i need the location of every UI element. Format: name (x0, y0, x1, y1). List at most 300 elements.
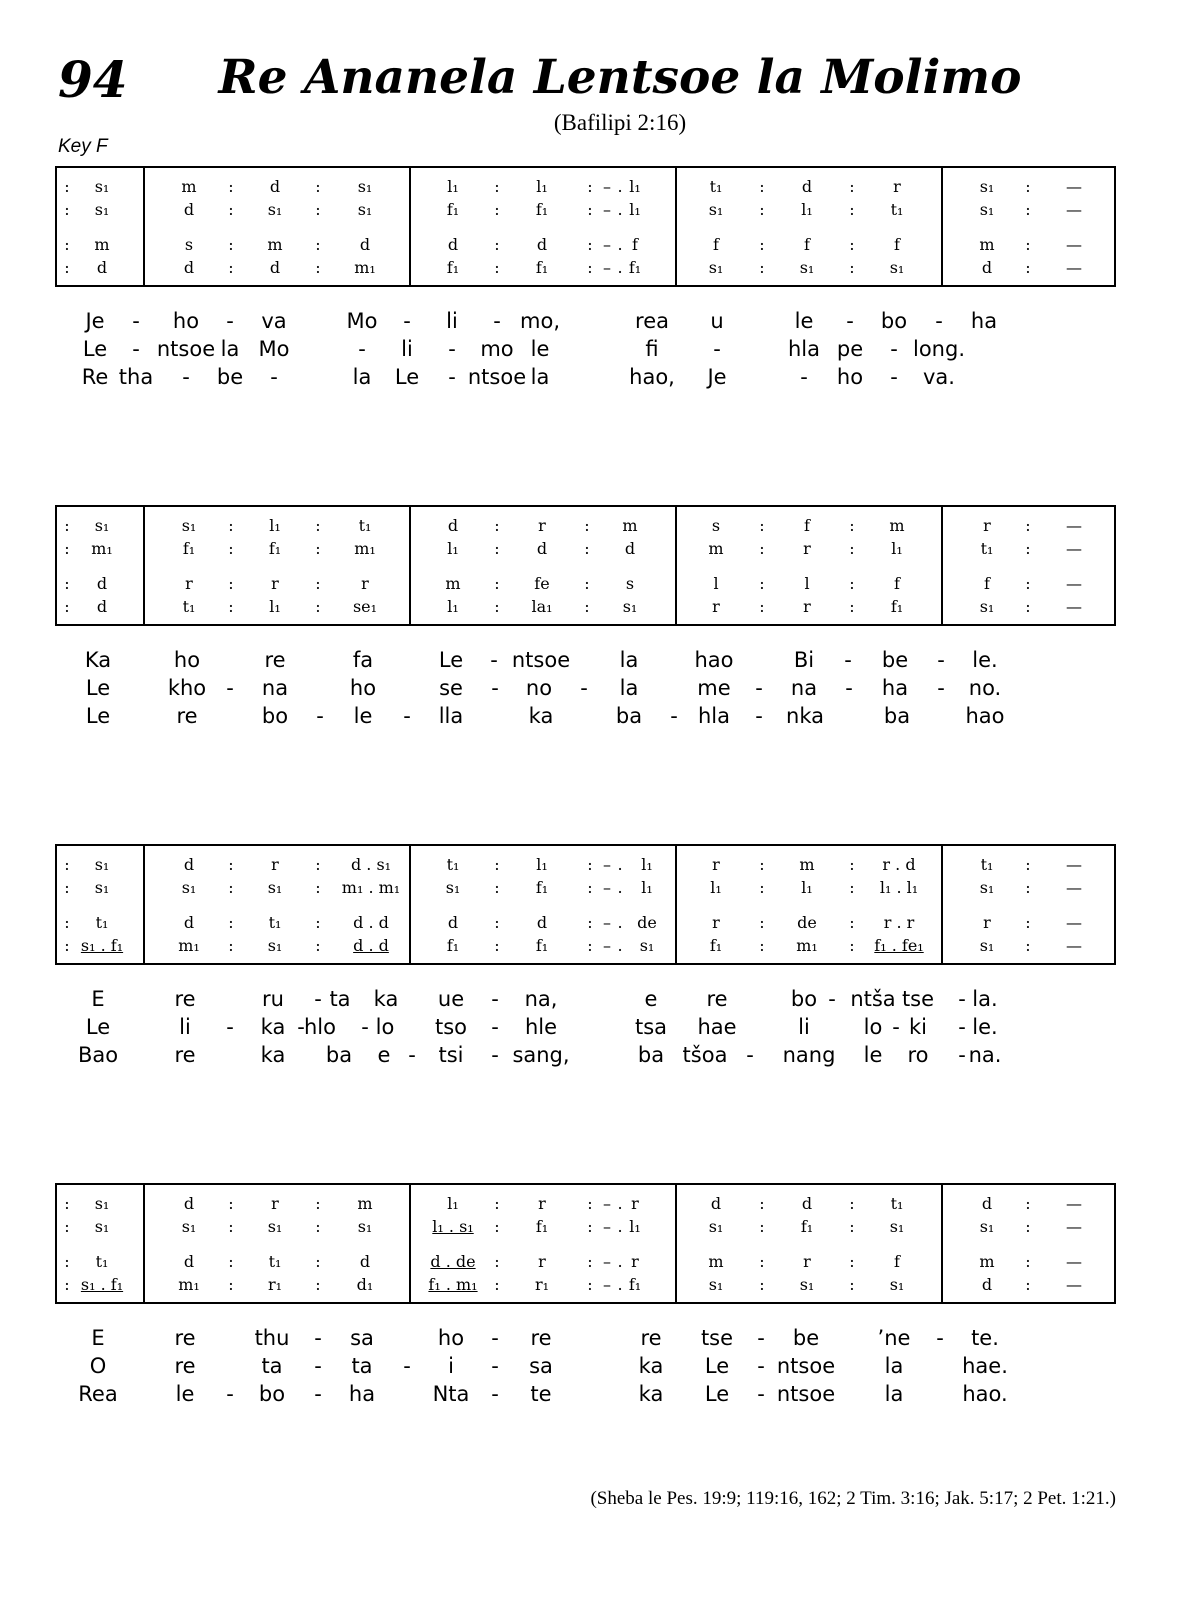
syllable-hyphen: - (845, 676, 853, 700)
solfa-note: : (228, 878, 234, 897)
syllable-hyphen: - (358, 337, 366, 361)
lyric-syllable: ro (907, 1043, 929, 1067)
solfa-note: f (713, 235, 719, 254)
lyric-syllable: la (530, 365, 550, 389)
solfa-note: : (64, 1252, 70, 1271)
solfa-note: d . d (353, 936, 389, 955)
solfa-note: — (1066, 855, 1082, 874)
lyric-syllable: be (792, 1326, 820, 1350)
syllable-hyphen: - (937, 676, 945, 700)
solfa-note: r (538, 1194, 546, 1213)
solfa-note: r (631, 1194, 639, 1213)
solfa-note: : (849, 1275, 855, 1294)
lyric-syllable: na (790, 676, 818, 700)
syllable-hyphen: - (408, 1043, 416, 1067)
solfa-note: d (536, 913, 548, 932)
solfa-note: — (1066, 235, 1082, 254)
solfa-note: : (587, 177, 593, 196)
solfa-note: f₁ (535, 1217, 549, 1236)
lyric-syllable: ’ne (877, 1326, 911, 1350)
solfa-note: : (228, 1217, 234, 1236)
solfa-note: s₁ (181, 1217, 197, 1236)
solfa-note: t₁ (268, 913, 282, 932)
solfa-note: : (64, 177, 70, 196)
solfa-note: s₁ (94, 200, 110, 219)
solfa-note: : (584, 516, 590, 535)
verse-line-3 (0, 363, 1200, 391)
solfa-note: : (64, 1194, 70, 1213)
lyric-syllable: re (174, 987, 196, 1011)
lyric-syllable: sa (529, 1354, 553, 1378)
lyric-syllable: la (619, 676, 639, 700)
syllable-hyphen: - (448, 337, 456, 361)
solfa-note: – (603, 1275, 611, 1294)
solfa-note: m (94, 235, 110, 254)
key-signature: Key F (58, 136, 108, 157)
solfa-note: : (228, 258, 234, 277)
lyric-syllable: li (446, 309, 458, 333)
solfa-note: : (849, 574, 855, 593)
solfa-note: m (889, 516, 905, 535)
lyric-syllable: ho (836, 365, 864, 389)
lyric-syllable: hao (694, 648, 734, 672)
staff-system-1 (55, 166, 1116, 287)
solfa-note: : (494, 200, 500, 219)
lyric-syllable: ka (373, 987, 399, 1011)
solfa-note: l₁ (891, 539, 903, 558)
solfa-note: t₁ (980, 539, 994, 558)
solfa-note: d (183, 1252, 195, 1271)
syllable-hyphen: - (844, 648, 852, 672)
solfa-note: r (712, 855, 720, 874)
lyric-syllable: ka (638, 1354, 664, 1378)
solfa-note: : (228, 200, 234, 219)
solfa-note: : (849, 913, 855, 932)
solfa-note: d (801, 1194, 813, 1213)
lyric-syllable: li (798, 1015, 810, 1039)
hymn-title: Re Ananela Lentsoe la Molimo (218, 50, 1022, 105)
solfa-note: . (617, 258, 623, 277)
solfa-note: m₁ (354, 258, 376, 277)
solfa-note: d (624, 539, 636, 558)
solfa-note: s₁ (708, 1275, 724, 1294)
verse-line-3 (0, 1380, 1200, 1408)
solfa-note: s₁ (445, 878, 461, 897)
solfa-note: s₁ (94, 855, 110, 874)
syllable-hyphen: - (937, 648, 945, 672)
solfa-note: t₁ (709, 177, 723, 196)
lyric-syllable: ba (637, 1043, 665, 1067)
solfa-note: — (1066, 1275, 1082, 1294)
solfa-note: : (759, 1275, 765, 1294)
solfa-note: f₁ (535, 258, 549, 277)
solfa-note: : (494, 597, 500, 616)
solfa-note: : (759, 177, 765, 196)
solfa-note: m₁ (178, 936, 200, 955)
solfa-note: : (1025, 913, 1031, 932)
solfa-note: r (712, 913, 720, 932)
solfa-note: — (1066, 913, 1082, 932)
lyric-syllable: ho (173, 648, 201, 672)
solfa-note: : (64, 936, 70, 955)
lyric-syllable: ka (260, 1043, 286, 1067)
lyric-syllable: la (352, 365, 372, 389)
solfa-note: l₁ . l₁ (879, 878, 919, 897)
solfa-note: : (315, 516, 321, 535)
solfa-note: s (711, 516, 721, 535)
solfa-note: : (1025, 855, 1031, 874)
solfa-note: : (494, 1217, 500, 1236)
lyric-syllable: E (91, 987, 105, 1011)
solfa-note: m (445, 574, 461, 593)
lyric-syllable: re (174, 1354, 196, 1378)
solfa-note: s₁ (94, 1194, 110, 1213)
lyric-syllable: tse (901, 987, 935, 1011)
solfa-note: s₁ (799, 258, 815, 277)
solfa-note: : (587, 200, 593, 219)
lyric-syllable: hao (965, 704, 1005, 728)
lyric-syllable: ntsoe (776, 1354, 836, 1378)
solfa-note: : (64, 516, 70, 535)
solfa-note: : (315, 597, 321, 616)
solfa-note: f (894, 574, 900, 593)
lyric-syllable: E (91, 1326, 105, 1350)
solfa-note: : (64, 574, 70, 593)
solfa-note: se₁ (352, 597, 378, 616)
staff-system-2 (55, 505, 1116, 626)
solfa-note: s₁ (708, 1217, 724, 1236)
lyric-syllable: hae (697, 1015, 737, 1039)
solfa-note: r (983, 913, 991, 932)
lyric-syllable: re (174, 1326, 196, 1350)
solfa-note: s₁ (622, 597, 638, 616)
solfa-note: : (1025, 539, 1031, 558)
lyric-syllable: hla (697, 704, 731, 728)
verse-line-3 (0, 702, 1200, 730)
lyric-syllable: le (794, 309, 814, 333)
syllable-hyphen: - (890, 337, 898, 361)
solfa-note: : (759, 1252, 765, 1271)
solfa-note: s (625, 574, 635, 593)
solfa-note: t₁ (358, 516, 372, 535)
solfa-note: r (538, 516, 546, 535)
solfa-note: m₁ (178, 1275, 200, 1294)
solfa-note: s₁ (889, 1217, 905, 1236)
solfa-note: d (269, 177, 281, 196)
lyric-syllable: ba (615, 704, 643, 728)
syllable-hyphen: - (226, 1015, 234, 1039)
solfa-note: : (494, 1252, 500, 1271)
verse-line-1 (0, 646, 1200, 674)
syllable-hyphen: - (936, 1326, 944, 1350)
lyric-syllable: la. (972, 987, 998, 1011)
lyric-syllable: Le (704, 1354, 730, 1378)
syllable-hyphen: - (713, 337, 721, 361)
solfa-note: : (315, 936, 321, 955)
solfa-note: f₁ . fe₁ (874, 936, 924, 955)
lyric-syllable: Ka (84, 648, 112, 672)
lyric-syllable: ka (260, 1015, 286, 1039)
solfa-note: : (849, 258, 855, 277)
solfa-note: : (228, 177, 234, 196)
solfa-note: r (361, 574, 369, 593)
solfa-note: d (183, 200, 195, 219)
solfa-note: s₁ (181, 878, 197, 897)
solfa-note: l₁ (447, 597, 459, 616)
solfa-note: : (849, 855, 855, 874)
lyric-syllable: hae. (962, 1354, 1008, 1378)
solfa-note: . (617, 936, 623, 955)
syllable-hyphen: - (757, 1354, 765, 1378)
solfa-note: s₁ (979, 177, 995, 196)
solfa-note: – (603, 1252, 611, 1271)
syllable-hyphen: - (226, 1382, 234, 1406)
solfa-note: : (494, 1275, 500, 1294)
lyric-syllable: hao, (629, 365, 675, 389)
lyric-syllable: nang (782, 1043, 836, 1067)
solfa-note: f₁ (535, 200, 549, 219)
solfa-note: : (1025, 1275, 1031, 1294)
solfa-note: : (587, 936, 593, 955)
solfa-note: : (315, 1275, 321, 1294)
lyric-syllable: tsa (634, 1015, 668, 1039)
lyric-syllable: no. (968, 676, 1002, 700)
syllable-hyphen: - (314, 1326, 322, 1350)
solfa-note: : (494, 539, 500, 558)
solfa-note: d . de (430, 1252, 476, 1271)
solfa-note: d (447, 516, 459, 535)
syllable-hyphen: - (314, 1382, 322, 1406)
solfa-note: : (1025, 1217, 1031, 1236)
lyric-syllable: va (261, 309, 287, 333)
voice-part-row (57, 573, 1114, 595)
syllable-hyphen: - (182, 365, 190, 389)
solfa-note: : (759, 936, 765, 955)
voice-part-row (57, 1274, 1114, 1296)
solfa-note: f₁ (268, 539, 282, 558)
lyric-syllable: tse (700, 1326, 734, 1350)
lyric-syllable: nka (786, 704, 824, 728)
solfa-note: d (536, 539, 548, 558)
solfa-note: d (359, 235, 371, 254)
solfa-note: — (1066, 200, 1082, 219)
solfa-note: — (1066, 258, 1082, 277)
lyric-syllable: ntša (850, 987, 896, 1011)
lyric-syllable: ki (909, 1015, 927, 1039)
lyric-syllable: tšoa (682, 1043, 728, 1067)
solfa-note: : (587, 1252, 593, 1271)
solfa-note: m (622, 516, 638, 535)
lyric-syllable: Le (85, 1015, 111, 1039)
solfa-note: r (271, 1194, 279, 1213)
lyric-syllable: ue (437, 987, 465, 1011)
solfa-note: l₁ (269, 516, 281, 535)
solfa-note: t₁ (890, 1194, 904, 1213)
solfa-note: : (849, 235, 855, 254)
lyric-syllable: ba (883, 704, 911, 728)
solfa-note: – (603, 878, 611, 897)
syllable-hyphen: - (958, 1043, 966, 1067)
solfa-note: s₁ (889, 1275, 905, 1294)
solfa-note: : (228, 597, 234, 616)
solfa-note: f₁ (800, 1217, 814, 1236)
solfa-note: : (228, 516, 234, 535)
solfa-note: — (1066, 597, 1082, 616)
lyric-syllable: u (710, 309, 724, 333)
solfa-note: : (1025, 177, 1031, 196)
solfa-note: : (494, 913, 500, 932)
lyric-syllable: ka (638, 1382, 664, 1406)
solfa-note: l₁ . s₁ (432, 1217, 474, 1236)
solfa-note: : (587, 1217, 593, 1236)
solfa-note: f₁ (628, 1275, 642, 1294)
solfa-note: – (603, 1217, 611, 1236)
syllable-hyphen: - (746, 1043, 754, 1067)
syllable-hyphen: - (958, 1015, 966, 1039)
solfa-note: : (759, 539, 765, 558)
solfa-note: l₁ (536, 855, 548, 874)
verse-line-2 (0, 335, 1200, 363)
solfa-note: : (849, 516, 855, 535)
solfa-note: f₁ (446, 936, 460, 955)
solfa-note: : (64, 855, 70, 874)
solfa-note: : (315, 1217, 321, 1236)
lyric-syllable: hla (787, 337, 821, 361)
lyric-syllable: Rea (78, 1382, 118, 1406)
solfa-note: d (269, 258, 281, 277)
solfa-note: fe (534, 574, 550, 593)
lyric-syllable: bo (261, 704, 289, 728)
lyric-syllable: li (401, 337, 413, 361)
lyric-syllable: re (264, 648, 286, 672)
syllable-hyphen: - (270, 365, 278, 389)
lyric-syllable: na. (968, 1043, 1002, 1067)
solfa-note: : (587, 913, 593, 932)
solfa-note: . (617, 235, 623, 254)
solfa-note: : (759, 516, 765, 535)
voice-part-row (57, 912, 1114, 934)
solfa-note: t₁ (890, 200, 904, 219)
solfa-note: . (617, 1252, 623, 1271)
solfa-note: . (617, 177, 623, 196)
solfa-note: : (759, 235, 765, 254)
solfa-note: f (804, 516, 810, 535)
solfa-note: l₁ (801, 878, 813, 897)
syllable-hyphen: - (314, 1354, 322, 1378)
verse-line-1 (0, 1324, 1200, 1352)
solfa-note: : (849, 1194, 855, 1213)
lyric-syllable: bo (790, 987, 818, 1011)
lyric-syllable: te. (971, 1326, 999, 1350)
solfa-note: d (96, 574, 108, 593)
solfa-note: d₁ (356, 1275, 374, 1294)
lyric-syllable: Le (438, 648, 464, 672)
syllable-hyphen: - (800, 365, 808, 389)
lyric-syllable: Le (85, 704, 111, 728)
solfa-note: s₁ (94, 177, 110, 196)
verse-line-2 (0, 1013, 1200, 1041)
voice-part-row (57, 1251, 1114, 1273)
lyric-syllable: Mo (258, 337, 290, 361)
lyric-syllable: long. (913, 337, 965, 361)
solfa-note: : (759, 597, 765, 616)
lyric-syllable: mo, (520, 309, 560, 333)
syllable-hyphen: - (491, 1015, 499, 1039)
solfa-note: : (849, 1252, 855, 1271)
solfa-note: : (587, 235, 593, 254)
lyric-syllable: lla (438, 704, 464, 728)
lyric-syllable: ho (172, 309, 200, 333)
solfa-note: : (1025, 597, 1031, 616)
scripture-reference: (Bafilipi 2:16) (553, 110, 687, 135)
lyric-syllable: Nta (432, 1382, 470, 1406)
solfa-note: d (981, 1194, 993, 1213)
solfa-note: s₁ (979, 936, 995, 955)
voice-part-row (57, 935, 1114, 957)
lyric-syllable: Le (85, 676, 111, 700)
solfa-note: : (759, 913, 765, 932)
solfa-note: d (447, 235, 459, 254)
lyric-syllable: re (640, 1326, 662, 1350)
solfa-note: : (228, 1194, 234, 1213)
voice-part-row (57, 1193, 1114, 1215)
solfa-note: f (984, 574, 990, 593)
solfa-note: : (64, 1217, 70, 1236)
solfa-note: s₁ (979, 597, 995, 616)
solfa-note: : (1025, 258, 1031, 277)
solfa-note: s₁ (979, 878, 995, 897)
solfa-note: : (759, 200, 765, 219)
syllable-hyphen: - (580, 676, 588, 700)
lyric-syllable: O (89, 1354, 107, 1378)
solfa-note: : (849, 177, 855, 196)
solfa-note: : (228, 539, 234, 558)
solfa-note: : (64, 235, 70, 254)
solfa-note: f (894, 235, 900, 254)
syllable-hyphen: - (755, 676, 763, 700)
lyric-syllable: ha (881, 676, 909, 700)
solfa-note: r (271, 574, 279, 593)
solfa-note: r (893, 177, 901, 196)
lyric-syllable: lo (863, 1015, 883, 1039)
lyric-syllable: i (448, 1354, 454, 1378)
voice-part-row (57, 596, 1114, 618)
solfa-note: s₁ (181, 516, 197, 535)
solfa-note: d (536, 235, 548, 254)
solfa-note: : (759, 878, 765, 897)
solfa-note: : (1025, 516, 1031, 535)
solfa-note: : (228, 855, 234, 874)
syllable-hyphen: - (316, 704, 324, 728)
solfa-note: s₁ (889, 258, 905, 277)
solfa-note: d (710, 1194, 722, 1213)
solfa-note: r (631, 1252, 639, 1271)
solfa-note: — (1066, 574, 1082, 593)
lyric-syllable: bo (258, 1382, 286, 1406)
solfa-note: r (538, 1252, 546, 1271)
solfa-note: r₁ (534, 1275, 550, 1294)
lyric-syllable: thu (254, 1326, 290, 1350)
lyric-syllable: ta (329, 987, 351, 1011)
solfa-note: d (96, 597, 108, 616)
syllable-hyphen: - (491, 1326, 499, 1350)
lyric-syllable: no (525, 676, 553, 700)
lyric-syllable: Je (707, 365, 727, 389)
solfa-note: de (637, 913, 657, 932)
solfa-note: m (267, 235, 283, 254)
syllable-hyphen: - (755, 704, 763, 728)
lyric-syllable: ha (348, 1382, 376, 1406)
